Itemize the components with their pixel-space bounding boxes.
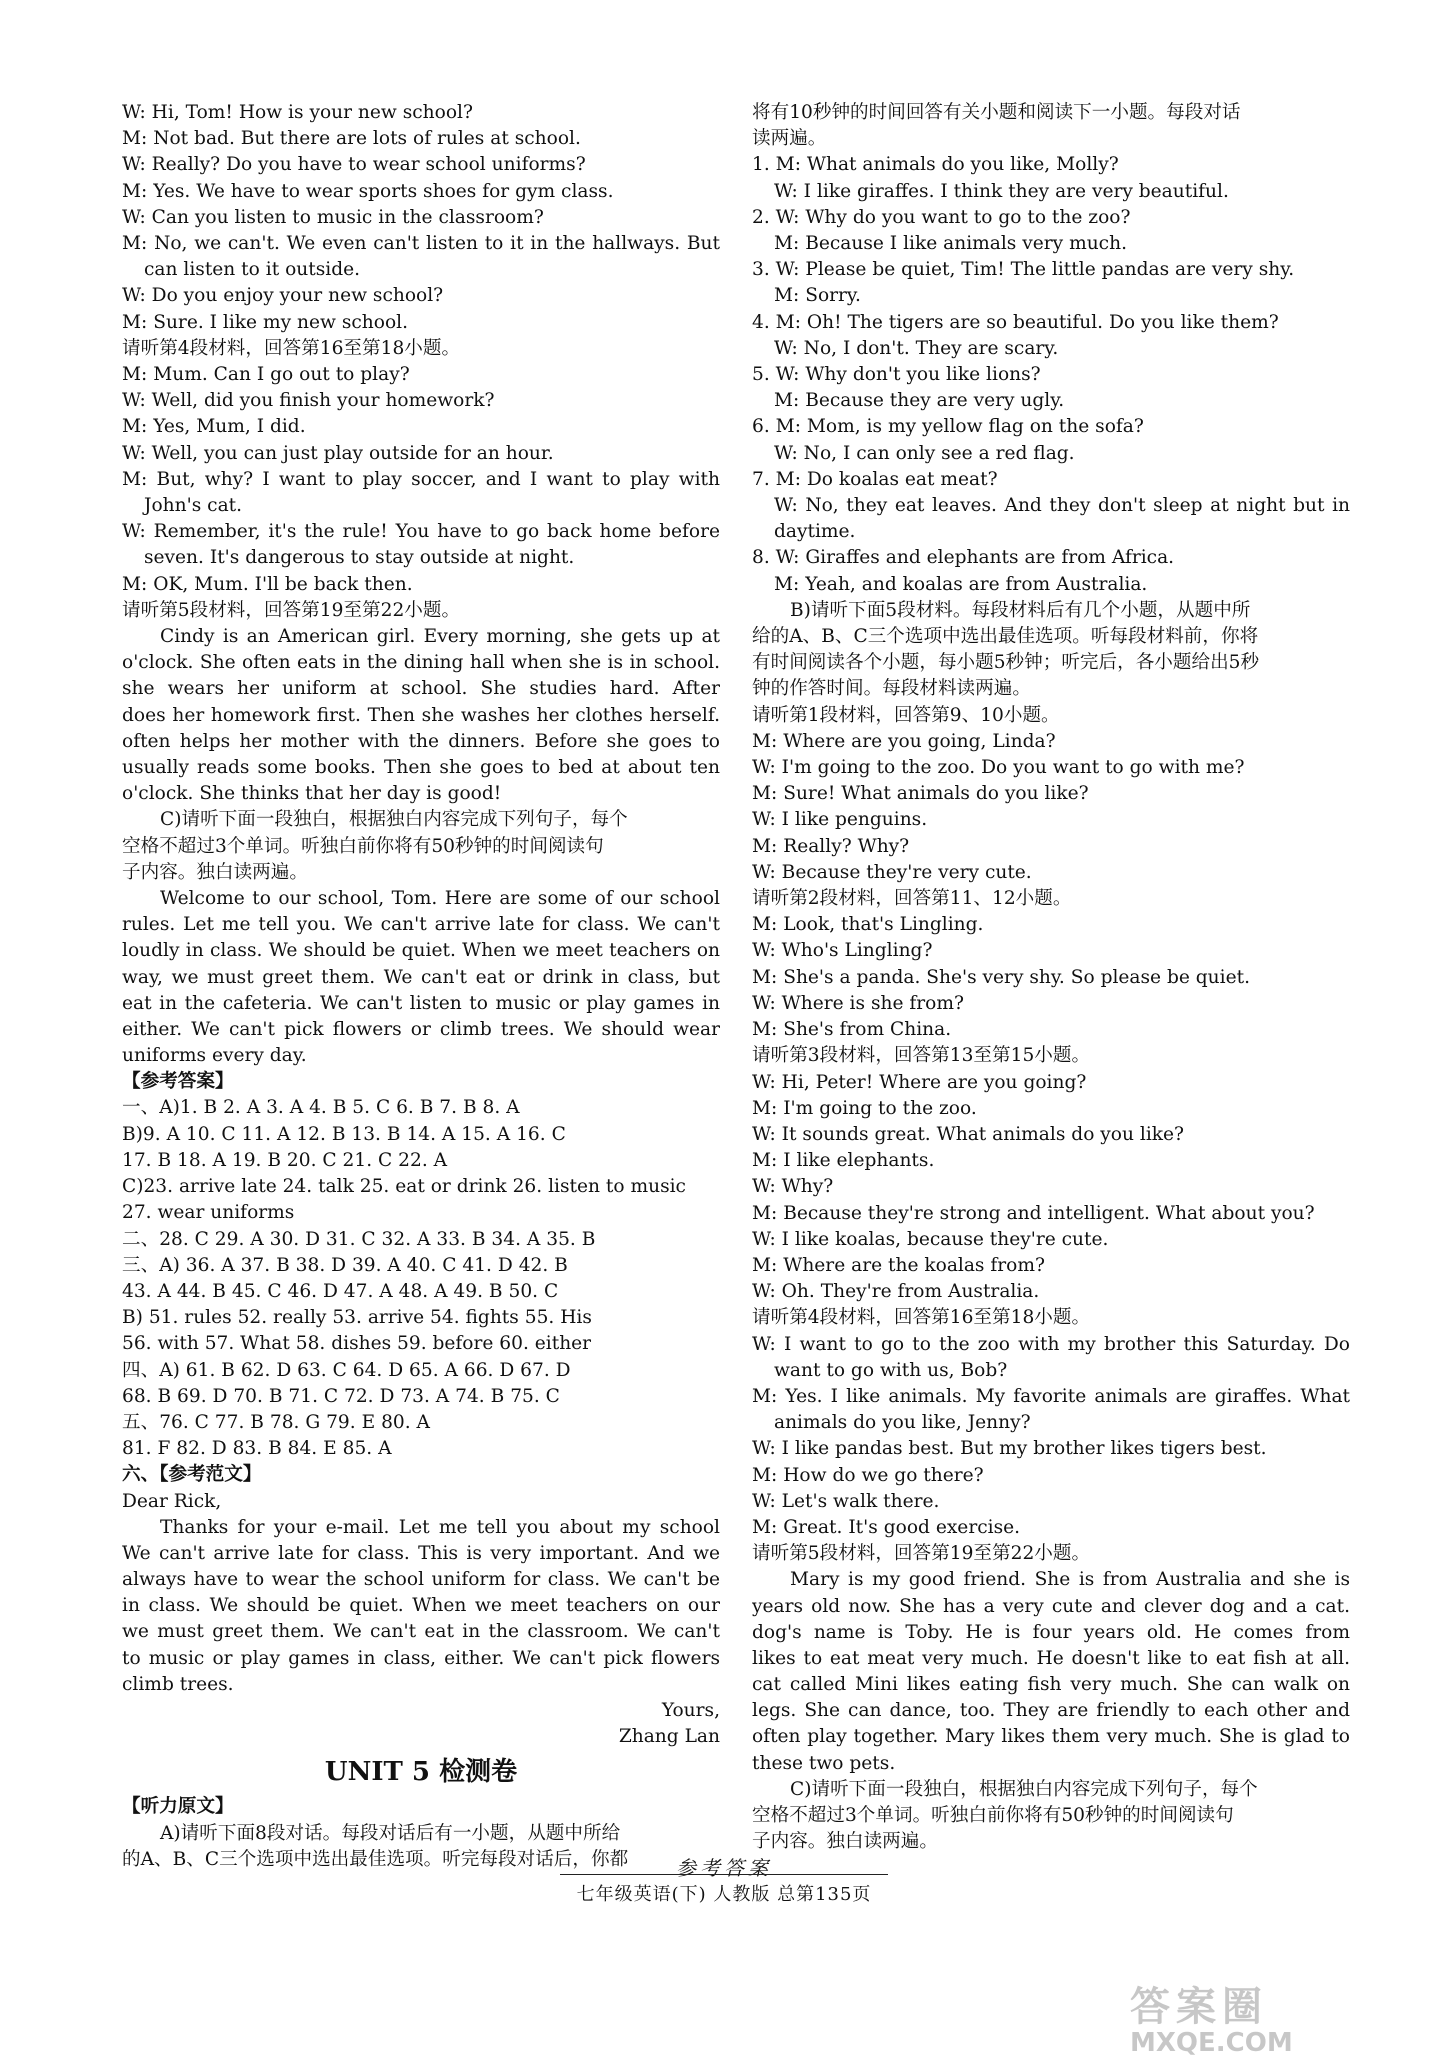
text-line: 钟的作答时间。每段材料读两遍。	[752, 678, 1031, 700]
text-line: W: I like giraffes. I think they are very beautiful.	[774, 180, 1229, 202]
text-line: 空格不超过3个单词。听独白前你将有50秒钟的时间阅读句	[122, 835, 604, 857]
text-line: does her homework first. Then she washes her clothes herself.	[122, 704, 720, 726]
text-line: W: I like koalas, because they're cute.	[752, 1228, 1109, 1250]
text-line: W: No, I don't. They are scary.	[774, 337, 1059, 359]
text-line: either. We can't pick flowers or climb trees. We should wear	[122, 1018, 720, 1040]
text-line: 六、【参考范文】	[122, 1464, 262, 1486]
text-line: M: Yes. We have to wear sports shoes for gym class.	[122, 180, 614, 202]
left-column	[122, 100, 720, 1873]
text-line: 读两遍。	[752, 128, 827, 150]
text-line: o'clock. She often eats in the dining hall when she is in school.	[122, 652, 720, 674]
text-line: 请听第4段材料，回答第16至第18小题。	[122, 337, 461, 359]
text-line: 6. M: Mom, is my yellow flag on the sofa?	[752, 416, 1144, 438]
text-line: dog's name is Toby. He is four years old. He comes from	[752, 1621, 1350, 1643]
text-line: W: I'm going to the zoo. Do you want to go with me?	[752, 757, 1245, 779]
listening-label: 【听力原文】	[122, 1796, 234, 1818]
text-line: Dear Rick,	[122, 1490, 222, 1512]
text-line: M: How do we go there?	[752, 1464, 984, 1486]
text-line: C)请听下面一段独白，根据独白内容完成下列句子，每个	[790, 1778, 1258, 1800]
text-line: M: She's from China.	[752, 1019, 952, 1041]
text-line: M: I like elephants.	[752, 1150, 935, 1172]
text-line: M: She's a panda. She's very shy. So please be quiet.	[752, 966, 1250, 988]
text-line: W: I like pandas best. But my brother likes tigers best.	[752, 1438, 1267, 1460]
text-line: 请听第1段材料，回答第9、10小题。	[752, 704, 1060, 726]
text-line: John's cat.	[144, 495, 243, 517]
text-line: 1. M: What animals do you like, Molly?	[752, 154, 1119, 176]
text-line: M: Not bad. But there are lots of rules at school.	[122, 128, 581, 150]
text-line: way, we must greet them. We can't eat or drink in class, but	[122, 966, 720, 988]
text-line: M: Sure! What animals do you like?	[752, 783, 1089, 805]
text-line: W: Where is she from?	[752, 992, 964, 1014]
footer-page-info: 七年级英语(下) 人教版 总第135页	[576, 1884, 872, 1905]
text-line: W: Let's walk there.	[752, 1490, 940, 1512]
right-column	[752, 100, 1350, 1855]
right-text-block	[752, 100, 1350, 1855]
text-line: legs. She can dance, too. They are friendly to each other and	[752, 1700, 1350, 1722]
text-line: W: Oh. They're from Australia.	[752, 1281, 1040, 1303]
text-line: daytime.	[774, 521, 856, 543]
text-line: W: Who's Lingling?	[752, 940, 933, 962]
text-line: 请听第5段材料，回答第19至第22小题。	[752, 1543, 1091, 1565]
text-line: W: Really? Do you have to wear school uniforms?	[122, 154, 586, 176]
text-line: M: Sure. I like my new school.	[122, 311, 408, 333]
text-line: 81. F 82. D 83. B 84. E 85. A	[122, 1438, 392, 1460]
text-line: 有时间阅读各个小题，每小题5秒钟；听完后，各小题给出5秒	[752, 652, 1260, 674]
text-line: M: Look, that's Lingling.	[752, 914, 984, 936]
text-line: in class. We should be quiet. When we meet teachers on our	[122, 1595, 720, 1617]
text-line: M: No, we can't. We even can't listen to it in the hallways. But	[122, 233, 720, 255]
text-line: W: Why?	[752, 1176, 834, 1198]
watermark-logo	[1130, 1975, 1430, 2065]
text-line: 7. M: Do koalas eat meat?	[752, 468, 998, 490]
text-line: 请听第4段材料，回答第16至第18小题。	[752, 1307, 1091, 1329]
text-line: 请听第2段材料，回答第11、12小题。	[752, 888, 1072, 910]
text-line: B)请听下面5段材料。每段材料后有几个小题，从题中所	[790, 599, 1251, 621]
unit-title: UNIT 5 检测卷	[324, 1757, 518, 1788]
text-line: W: Hi, Tom! How is your new school?	[122, 102, 473, 123]
text-line: uniforms every day.	[122, 1045, 307, 1067]
text-line: we must greet them. We can't eat in the classroom. We can't	[122, 1621, 720, 1643]
text-line: W: No, they eat leaves. And they don't sleep at night but in	[774, 495, 1350, 517]
text-line: 请听第5段材料，回答第19至第22小题。	[122, 599, 461, 621]
text-line: Cindy is an American girl. Every morning, she gets up at	[160, 626, 720, 648]
text-line: W: Do you enjoy your new school?	[122, 285, 444, 307]
text-line: years old now. She has a very cute and clever dog and a cat.	[752, 1595, 1350, 1617]
text-line: W: Because they're very cute.	[752, 861, 1032, 883]
text-line: 请听第3段材料，回答第13至第15小题。	[752, 1045, 1091, 1067]
text-line: 一、A)1. B 2. A 3. A 4. B 5. C 6. B 7. B 8. A	[122, 1097, 520, 1119]
text-line: often helps her mother with the dinners. Before she goes to	[122, 730, 720, 752]
text-line: M: Yes. I like animals. My favorite animals are giraffes. What	[752, 1385, 1350, 1407]
text-line: M: Because they're strong and intelligent. What about you?	[752, 1202, 1315, 1224]
text-line: 3. W: Please be quiet, Tim! The little pandas are very shy.	[752, 259, 1295, 281]
text-line: W: I want to go to the zoo with my brother this Saturday. Do	[752, 1333, 1350, 1355]
text-line: M: Yeah, and koalas are from Australia.	[774, 573, 1148, 595]
text-line: animals do you like, Jenny?	[774, 1412, 1031, 1434]
text-line: M: Sorry.	[774, 285, 861, 307]
text-line: Zhang Lan	[618, 1726, 720, 1748]
text-line: eat in the cafeteria. We can't listen to music or play games in	[122, 992, 720, 1014]
text-line: W: It sounds great. What animals do you like?	[752, 1123, 1185, 1145]
text-line: want to go with us, Bob?	[774, 1359, 1008, 1381]
text-line: 68. B 69. D 70. B 71. C 72. D 73. A 74. B 75. C	[122, 1385, 560, 1407]
text-line: Welcome to our school, Tom. Here are some of our school	[160, 887, 720, 909]
text-line: often play together. Mary likes them very much. She is glad to	[752, 1726, 1350, 1748]
text-line: W: I like penguins.	[752, 809, 928, 831]
text-line: M: Where are you going, Linda?	[752, 730, 1056, 752]
text-line: C)请听下面一段独白，根据独白内容完成下列句子，每个	[160, 809, 628, 831]
text-line: M: Great. It's good exercise.	[752, 1516, 1021, 1538]
text-line: usually reads some books. Then she goes to bed at about ten	[122, 756, 720, 778]
text-line: A)请听下面8段对话。每段对话后有一小题，从题中所给	[160, 1822, 621, 1844]
footer-title: 参考答案	[676, 1856, 772, 1880]
text-line: 17. B 18. A 19. B 20. C 21. C 22. A	[122, 1149, 448, 1171]
text-line: loudly in class. We should be quiet. When we meet teachers on	[122, 940, 720, 962]
text-line: 二、28. C 29. A 30. D 31. C 32. A 33. B 34. A 35. B	[122, 1228, 596, 1250]
text-line: M: Because they are very ugly.	[774, 390, 1065, 412]
text-line: M: OK, Mum. I'll be back then.	[122, 573, 413, 595]
text-line: can listen to it outside.	[144, 259, 361, 281]
text-line: 四、A) 61. B 62. D 63. C 64. D 65. A 66. D 67. D	[122, 1359, 571, 1381]
text-line: Mary is my good friend. She is from Australia and she is	[790, 1569, 1350, 1591]
text-line: 2. W: Why do you want to go to the zoo?	[752, 206, 1131, 228]
text-line: M: Mum. Can I go out to play?	[122, 364, 410, 386]
text-line: 三、A) 36. A 37. B 38. D 39. A 40. C 41. D 42. B	[122, 1254, 568, 1276]
text-line: to music or play games in class, either. We can't pick flowers	[122, 1647, 720, 1669]
text-line: o'clock. She thinks that her day is good!	[122, 783, 502, 805]
text-line: B) 51. rules 52. really 53. arrive 54. fights 55. His	[122, 1307, 592, 1329]
text-line: M: I'm going to the zoo.	[752, 1097, 977, 1119]
text-line: Yours,	[661, 1700, 720, 1722]
text-line: always have to wear the school uniform for class. We can't be	[122, 1569, 720, 1591]
watermark-chars: 答案圈	[1130, 1984, 1268, 2030]
text-line: 子内容。独白读两遍。	[122, 861, 308, 883]
text-line: M: But, why? I want to play soccer, and I want to play with	[122, 468, 720, 490]
text-line: W: Remember, it's the rule! You have to go back home before	[122, 521, 720, 543]
text-line: 56. with 57. What 58. dishes 59. before 60. either	[122, 1333, 592, 1355]
text-line: 43. A 44. B 45. C 46. D 47. A 48. A 49. B 50. C	[122, 1280, 559, 1302]
text-line: Thanks for your e-mail. Let me tell you about my school	[160, 1516, 720, 1538]
text-line: M: Because I like animals very much.	[774, 233, 1127, 255]
text-line: M: Really? Why?	[752, 835, 910, 857]
text-line: M: Where are the koalas from?	[752, 1254, 1045, 1276]
text-line: 27. wear uniforms	[122, 1202, 295, 1224]
text-line: 【参考答案】	[122, 1071, 234, 1093]
watermark-url: MXQE.COM	[1130, 2028, 1293, 2058]
text-line: 给的A、B、C三个选项中选出最佳选项。听每段材料前，你将	[752, 626, 1259, 648]
text-line: W: Well, did you finish your homework?	[122, 390, 495, 412]
footer-divider	[560, 1874, 888, 1875]
text-line: these two pets.	[752, 1752, 896, 1774]
left-text-block	[122, 100, 720, 1750]
text-line: 5. W: Why don't you like lions?	[752, 364, 1041, 386]
text-line: B)9. A 10. C 11. A 12. B 13. B 14. A 15. A 16. C	[122, 1123, 566, 1145]
text-line: 4. M: Oh! The tigers are so beautiful. Do you like them?	[752, 311, 1279, 333]
text-line: M: Yes, Mum, I did.	[122, 416, 306, 438]
text-line: she wears her uniform at school. She studies hard. After	[122, 678, 720, 700]
text-line: rules. Let me tell you. We can't arrive late for class. We can't	[122, 914, 720, 936]
text-line: W: Can you listen to music in the classroom?	[122, 206, 544, 228]
text-line: cat called Mini likes eating fish very much. She can walk on	[752, 1674, 1350, 1696]
text-line: W: No, I can only see a red flag.	[774, 442, 1075, 464]
text-line: 子内容。独白读两遍。	[752, 1831, 938, 1853]
text-line: C)23. arrive late 24. talk 25. eat or drink 26. listen to music	[122, 1176, 686, 1198]
text-line: 五、76. C 77. B 78. G 79. E 80. A	[122, 1411, 430, 1433]
text-line: 8. W: Giraffes and elephants are from Africa.	[752, 547, 1175, 569]
text-line: We can't arrive late for class. This is very important. And we	[122, 1542, 720, 1564]
text-line: climb trees.	[122, 1673, 234, 1695]
text-line: seven. It's dangerous to stay outside at night.	[144, 547, 575, 569]
text-line: 将有10秒钟的时间回答有关小题和阅读下一小题。每段对话	[752, 102, 1241, 123]
text-line: W: Hi, Peter! Where are you going?	[752, 1071, 1087, 1093]
text-line: likes to eat meat very much. He doesn't like to eat fish at all.	[752, 1647, 1350, 1669]
text-line: 的A、B、C三个选项中选出最佳选项。听完每段对话后，你都	[122, 1848, 629, 1870]
text-line: W: Well, you can just play outside for an hour.	[122, 442, 554, 464]
text-line: 空格不超过3个单词。听独白前你将有50秒钟的时间阅读句	[752, 1805, 1234, 1827]
